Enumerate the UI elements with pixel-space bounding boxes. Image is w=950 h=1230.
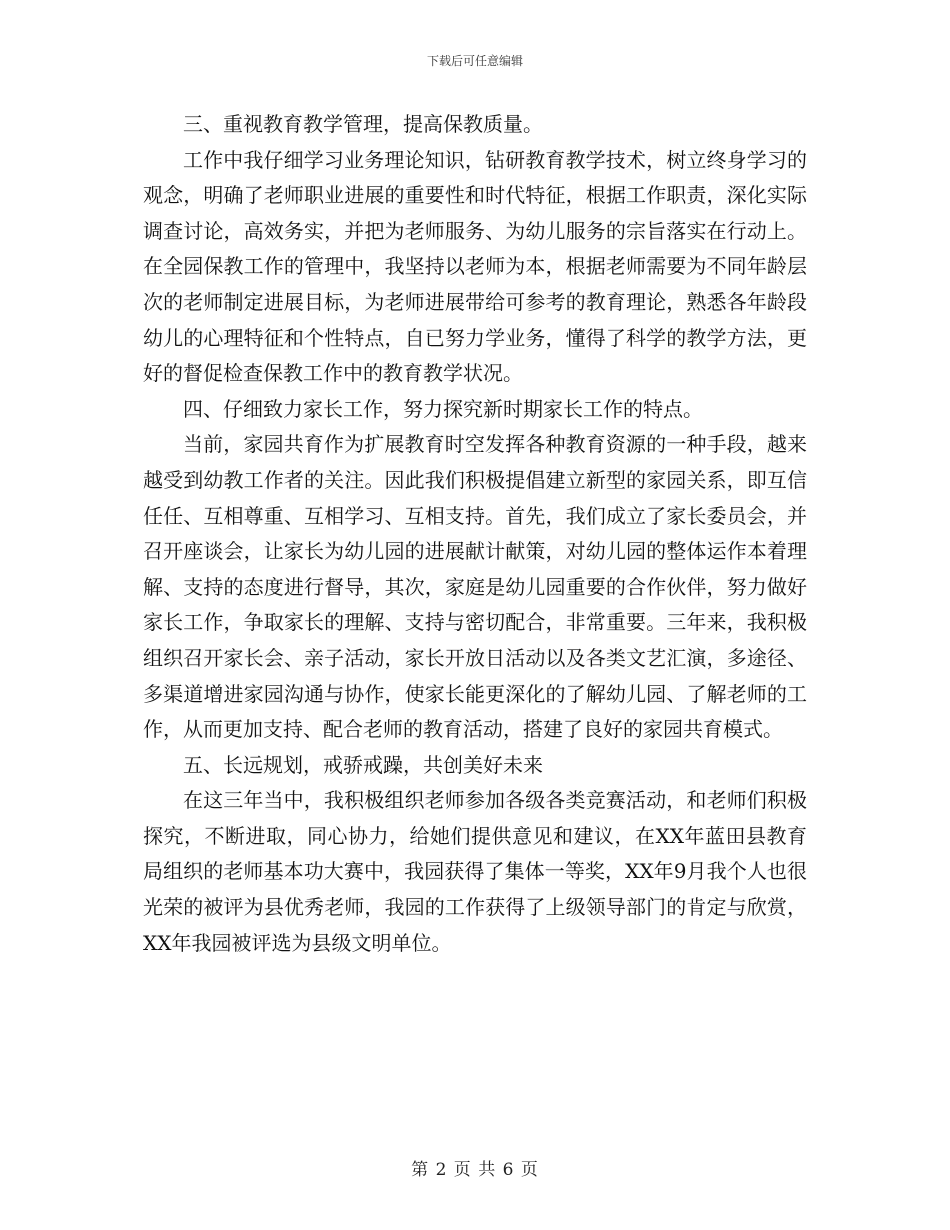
section-heading-4: 四、仔细致力家长工作，努力探究新时期家长工作的特点。 <box>183 396 703 421</box>
document-body <box>143 107 807 961</box>
section-heading-3: 三、重视教育教学管理，提高保教质量。 <box>183 112 543 136</box>
page-number-footer: 第 2 页 共 6 页 <box>411 1160 539 1180</box>
body-paragraph: 工作中我仔细学习业务理论知识，钻研教育教学技术，树立终身学习的观念，明确了老师职业进展的重要性和时代特征，根据工作职责，深化实际调查讨论，高效务实，并把为老师服务、为幼儿服务的宗旨落实在行动上。在全园保教工作的管理中，我坚持以老师为本，根据老师需要为不同年龄层次的老师制定进展目标，为老师进展带给可参考的教育理论，熟悉各年龄段幼儿的心理特征和个性特点，自已努力学业务，懂得了科学的教学方法，更好的督促检查保教工作中的教育教学状况。 <box>143 147 807 386</box>
body-paragraph: 在这三年当中，我积极组织老师参加各级各类竞赛活动，和老师们积极探究，不断进取，同心协力，给她们提供意见和建议，在XX年蓝田县教育局组织的老师基本功大赛中，我园获得了集体一等奖，XX年9月我个人也很光荣的被评为县优秀老师，我园的工作获得了上级领导部门的肯定与欣赏，XX年我园被评选为县级文明单位。 <box>143 788 807 955</box>
section-heading-5: 五、长远规划，戒骄戒躁，共创美好未来 <box>183 752 543 777</box>
body-paragraph: 当前，家园共育作为扩展教育时空发挥各种教育资源的一种手段，越来越受到幼教工作者的关注。因此我们积极提倡建立新型的家园关系，即互信任任、互相尊重、互相学习、互相支持。首先，我们成立了家长委员会，并召开座谈会，让家长为幼儿园的进展献计献策，对幼儿园的整体运作本着理解、支持的态度进行督导，其次，家庭是幼儿园重要的合作伙伴，努力做好家长工作，争取家长的理解、支持与密切配合，非常重要。三年来，我积极组织召开家长会、亲子活动，家长开放日活动以及各类文艺汇演，多途径、多渠道增进家园沟通与协作，使家长能更深化的了解幼儿园、了解老师的工作，从而更加支持、配合老师的教育活动，搭建了良好的家园共育模式。 <box>143 432 807 742</box>
page-header-note: 下载后可任意编辑 <box>426 54 523 68</box>
